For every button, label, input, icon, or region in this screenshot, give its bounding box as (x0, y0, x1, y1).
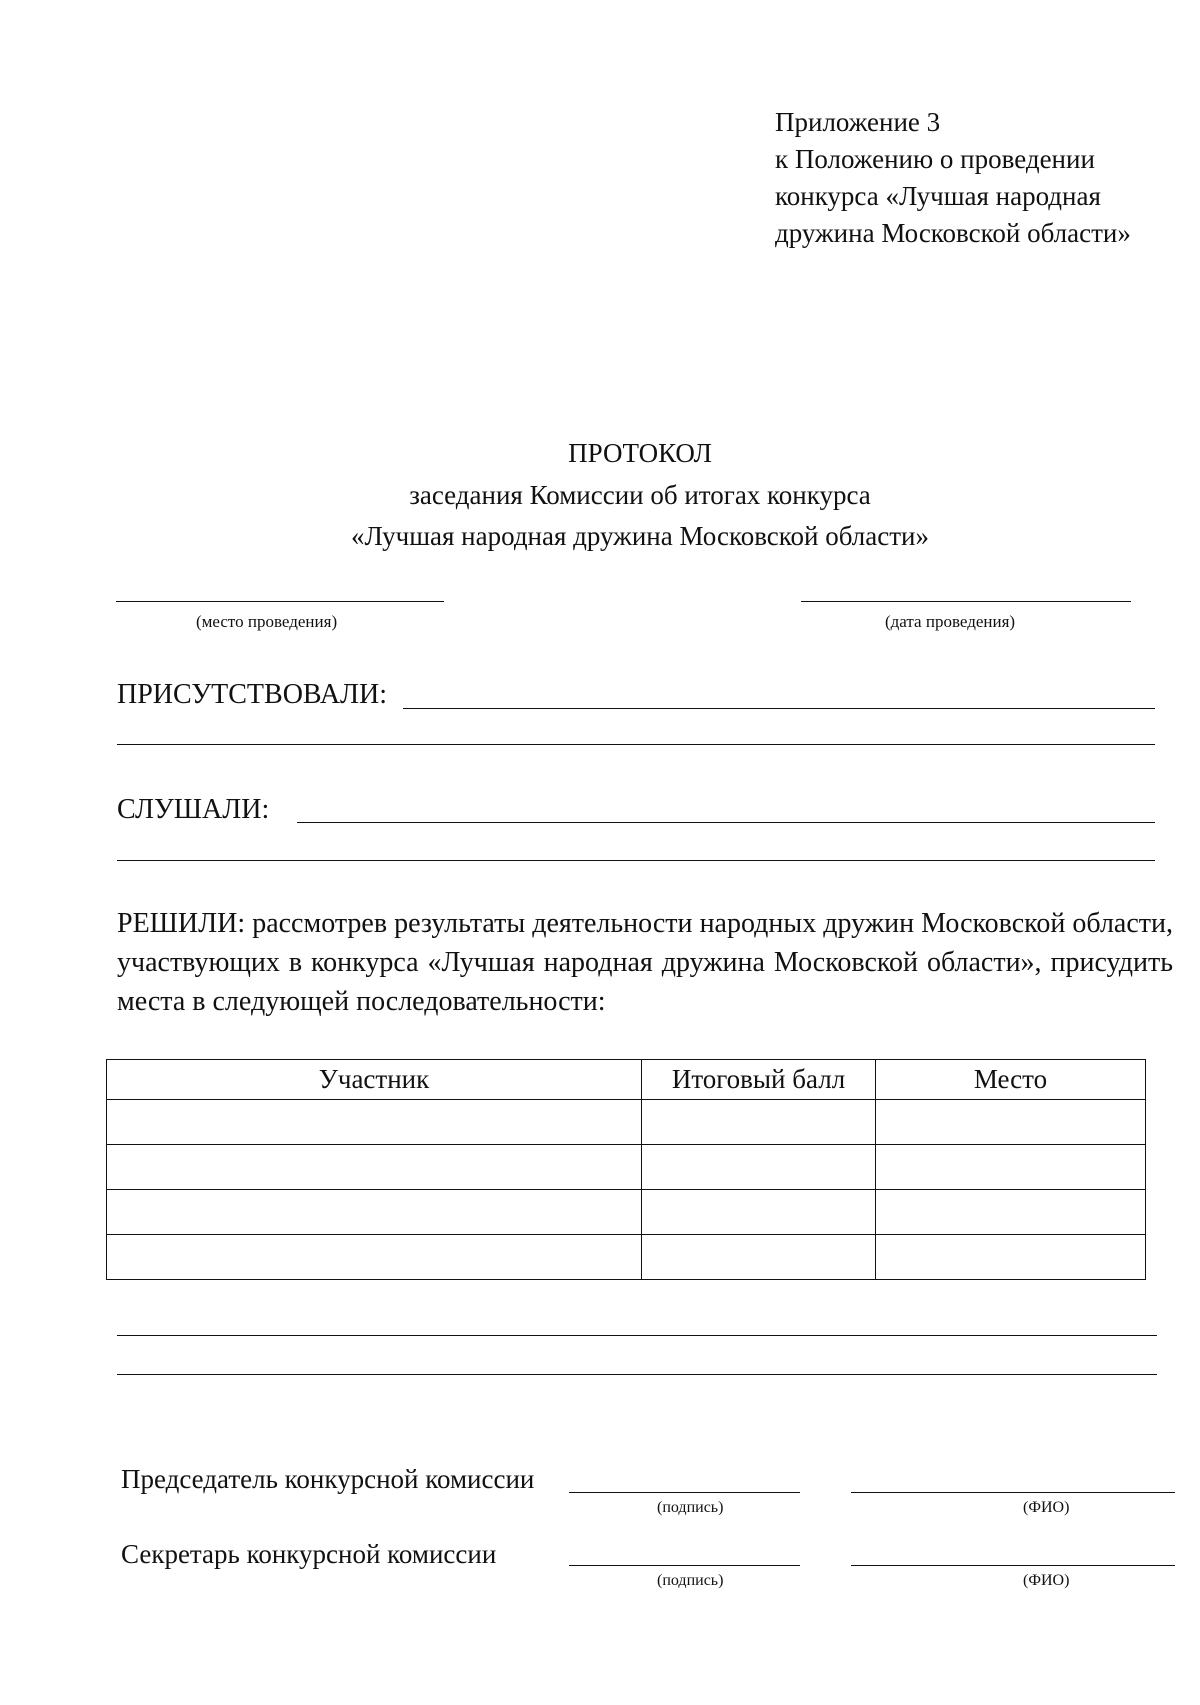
date-field-line[interactable] (801, 601, 1131, 602)
place-cell[interactable] (876, 1235, 1146, 1280)
appendix-line: Приложение 3 (775, 107, 941, 137)
participant-cell[interactable] (107, 1100, 642, 1145)
place-cell[interactable] (876, 1190, 1146, 1235)
chairman-signature-line[interactable] (569, 1492, 800, 1493)
score-cell[interactable] (642, 1190, 876, 1235)
participant-cell[interactable] (107, 1190, 642, 1235)
score-cell[interactable] (642, 1100, 876, 1145)
appendix-line: к Положению о проведении (775, 144, 1095, 174)
heard-label: СЛУШАЛИ: (117, 794, 270, 825)
secretary-name-line[interactable] (851, 1565, 1175, 1566)
chairman-signature-caption: (подпись) (657, 1499, 724, 1516)
date-caption: (дата проведения) (885, 612, 1016, 631)
chairman-name-line[interactable] (851, 1492, 1175, 1493)
heard-field-line-continued[interactable] (117, 860, 1155, 861)
participant-cell[interactable] (107, 1145, 642, 1190)
table-row (107, 1100, 1146, 1145)
place-column-header: Место (876, 1060, 1146, 1100)
table-row (107, 1235, 1146, 1280)
place-cell[interactable] (876, 1100, 1146, 1145)
score-cell[interactable] (642, 1235, 876, 1280)
table-header-row (107, 1060, 1146, 1100)
secretary-signature-caption: (подпись) (657, 1572, 724, 1589)
secretary-name-caption: (ФИО) (1023, 1572, 1070, 1589)
place-caption: (место проведения) (196, 612, 338, 631)
participant-cell[interactable] (107, 1235, 642, 1280)
total-score-column-header: Итоговый балл (642, 1060, 876, 1100)
score-cell[interactable] (642, 1145, 876, 1190)
present-label: ПРИСУТСТВОВАЛИ: (117, 679, 388, 710)
notes-line[interactable] (117, 1374, 1157, 1375)
chairman-name-caption: (ФИО) (1023, 1499, 1070, 1516)
document-subtitle-line1: заседания Комиссии об итогах конкурса (409, 480, 871, 510)
appendix-line: дружина Московской области» (775, 218, 1131, 248)
appendix-reference (775, 104, 1131, 252)
secretary-signature-line[interactable] (569, 1565, 800, 1566)
secretary-label: Секретарь конкурсной комиссии (121, 1539, 497, 1569)
results-table (106, 1059, 1146, 1280)
appendix-line: конкурса «Лучшая народная (775, 181, 1101, 211)
place-cell[interactable] (876, 1145, 1146, 1190)
participant-column-header: Участник (107, 1060, 642, 1100)
document-title: ПРОТОКОЛ (568, 438, 712, 468)
present-field-line-continued[interactable] (117, 744, 1155, 745)
table-row (107, 1190, 1146, 1235)
table-row (107, 1145, 1146, 1190)
decision-paragraph: РЕШИЛИ: рассмотрев результаты деятельности народных дружин Московской области, участвующих в конкурса «Лучшая народная дружина Московской области», присудить места в следующей последовательности: (117, 908, 1173, 1017)
chairman-label: Председатель конкурсной комиссии (121, 1464, 535, 1494)
notes-line[interactable] (117, 1335, 1157, 1336)
present-field-line[interactable] (403, 708, 1155, 709)
document-subtitle-line2: «Лучшая народная дружина Московской области» (351, 521, 929, 551)
place-field-line[interactable] (116, 601, 444, 602)
heard-field-line[interactable] (297, 822, 1155, 823)
